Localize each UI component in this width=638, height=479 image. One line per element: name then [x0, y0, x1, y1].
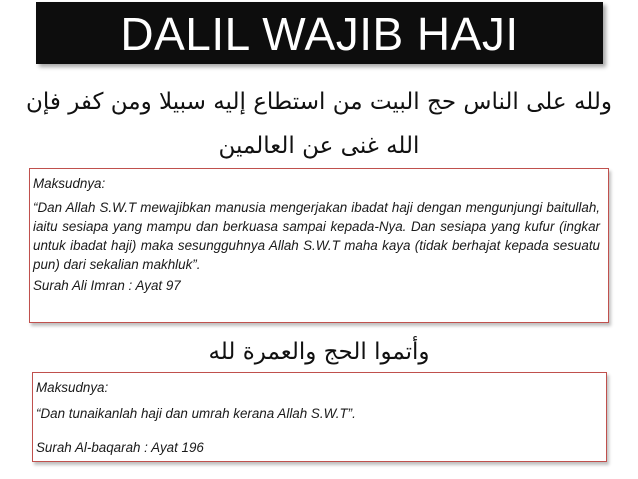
translation-box-ali-imran [29, 168, 609, 323]
translation-label: Maksudnya: [33, 176, 106, 191]
arabic-verse-ali-imran: ولله على الناس حج البيت من استطاع إليه سبيلا ومن كفر فإن الله غنى عن العالمين [25, 89, 613, 159]
translation-text: “Dan Allah S.W.T mewajibkan manusia mengerjakan ibadat haji dengan mengunjungi baitullah, iaitu sesiapa yang mampu dan berkuasa sampai kepada-Nya. Dan sesiapa yang kufur (ingkar untuk ibadat haji) maka sesungguhnya Allah S.W.T maha kaya (tidak berhajat kepada sesuatu pun) dari sekalian makhluk”. [33, 200, 600, 272]
arabic-verse-al-baqarah: وأتموا الحج والعمرة لله [208, 339, 430, 365]
translation-box-al-baqarah [32, 372, 607, 462]
translation-text: “Dan tunaikanlah haji dan umrah kerana Allah S.W.T”. [36, 406, 356, 421]
title-bar [36, 2, 603, 64]
page-title: DALIL WAJIB HAJI [120, 8, 519, 60]
verse-reference: Surah Ali Imran : Ayat 97 [33, 278, 181, 293]
translation-label: Maksudnya: [36, 380, 109, 395]
verse-reference: Surah Al-baqarah : Ayat 196 [36, 440, 204, 455]
